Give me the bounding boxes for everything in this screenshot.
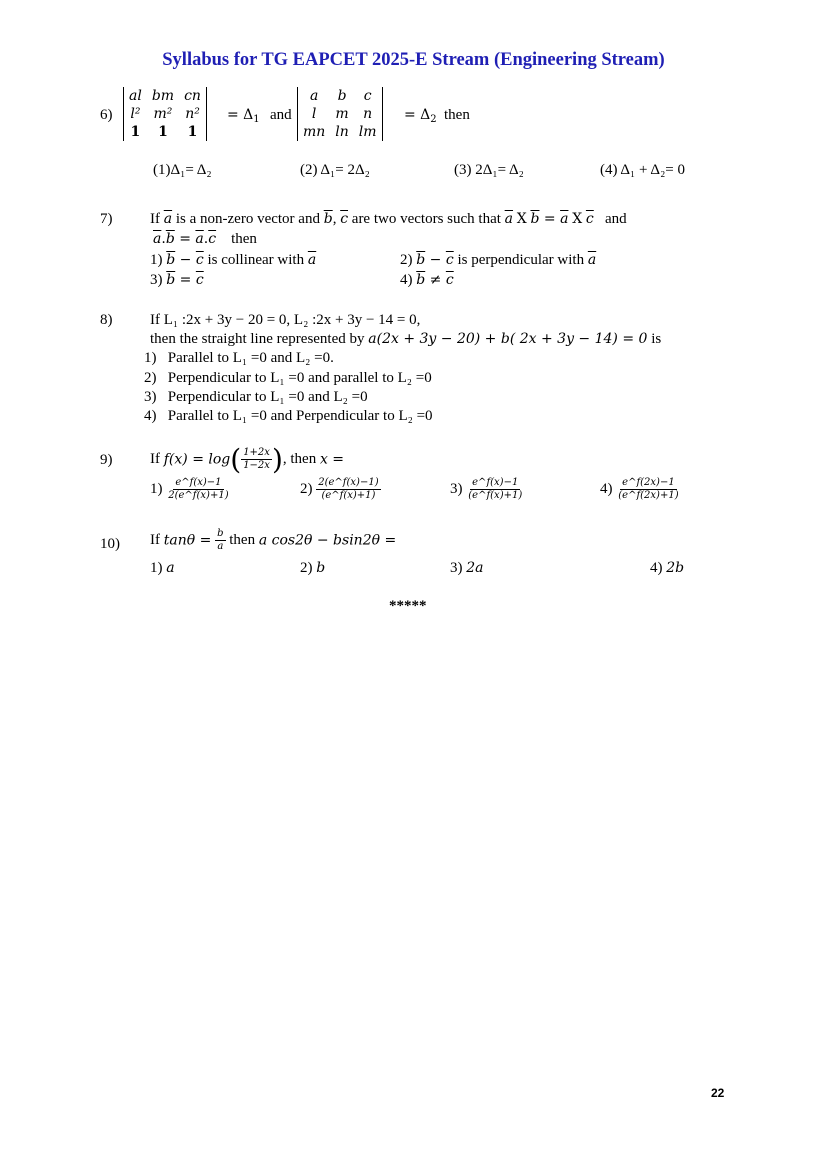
det2-cell: mn (303, 124, 326, 140)
q8-option-1: 1) Parallel to L₁ =0 and L₂ =0. (144, 350, 334, 366)
q6-option-3: (3) 2Δ₁= Δ₂ (454, 162, 524, 178)
det2-cell: n (363, 106, 373, 122)
page-title: Syllabus for TG EAPCET 2025-E Stream (Engineering Stream) (162, 50, 665, 70)
q10-option-1: 1) a (150, 560, 175, 576)
det2-cell: m (335, 106, 349, 122)
det2-cell: a (309, 88, 319, 104)
q10-stem: If tanθ = $\frac{b}{a}$ then a cos2θ − bsin2θ = (150, 528, 397, 552)
q8-option-2: 2) Perpendicular to L₁ =0 and parallel to L₂ =0 (144, 370, 432, 386)
q6-option-1: (1)Δ₁= Δ₂ (153, 162, 212, 178)
q9-option-4: 4) $\frac{e\^{}f(2x)-1}{(e\^{}f(2x)+1)}$ (600, 477, 679, 501)
q6-then: then (444, 107, 470, 123)
det1-cell: bm (151, 88, 175, 104)
q9-option-3: 3) $\frac{e\^{}f(x)-1}{(e\^{}f(x)+1)}$ (450, 477, 523, 501)
q10-number: 10) (100, 536, 120, 552)
q10-option-2: 2) b (300, 560, 326, 576)
q9-option-2: 2) $\frac{2(e\^{}f(x)-1)}{(e\^{}f(x)+1)}$ (300, 477, 379, 501)
q9-stem: If f(x) = log( $\frac{1+2x}{1-2x}$ ), then x = (150, 443, 345, 476)
q6-determinant-2 (297, 87, 383, 141)
det1-cell: al (129, 88, 142, 104)
q6-option-2: (2) Δ₁= 2Δ₂ (300, 162, 370, 178)
q7-line-2: $\overline{a}.\overline{b} = \overline{a}.\overline{c}$ then (153, 231, 257, 247)
q9-option-1: 1) $\frac{e\^{}f(x)-1}{2(e\^{}f(x)+1)}$ (150, 477, 229, 501)
det1-cell: cn (184, 88, 201, 104)
det2-cell: ln (335, 124, 349, 140)
q8-option-4: 4) Parallel to L₁ =0 and Perpendicular to L₂ =0 (144, 408, 433, 424)
q6-eq2: = $\Delta_2$ (404, 107, 437, 125)
q7-option-3: 3) $\overline{b} = \overline{c}$ (150, 272, 204, 288)
q6-option-4: (4) Δ₁ + Δ₂= 0 (600, 162, 686, 178)
q7-line-1: If $\overline{a}$ is a non-zero vector and $\overline{b}$, $\overline{c}$ are two vectors such that $\overline{a}$ X $\overline{b} = \overline{a}$ X $\overline{c}$ and (150, 211, 627, 227)
q7-number: 7) (100, 211, 113, 227)
section-end-stars: ***** (389, 598, 427, 614)
q8-line-2: then the straight line represented by a(2x + 3y − 20) + b( 2x + 3y − 14) = 0 is (150, 331, 662, 347)
q7-option-2: 2) $\overline{b} - \overline{c}$ is perpendicular with $\overline{a}$ (400, 252, 597, 268)
q8-option-3: 3) Perpendicular to L₁ =0 and L₂ =0 (144, 389, 368, 405)
det2-cell: b (337, 88, 347, 104)
det1-cell: l² (130, 106, 141, 122)
det1-cell: 1 (130, 124, 141, 140)
q6-number: 6) (100, 107, 113, 123)
q7-option-4: 4) $\overline{b} \ne \overline{c}$ (400, 272, 454, 288)
q6-eq1: = $\Delta_1$ (227, 107, 260, 125)
det1-cell: n² (185, 106, 200, 122)
det1-cell: m² (153, 106, 173, 122)
q8-number: 8) (100, 312, 113, 328)
q6-determinant-1 (123, 87, 207, 141)
q6-and: and (270, 107, 292, 123)
q10-option-4: 4) 2b (650, 560, 685, 576)
det1-cell: 1 (158, 124, 168, 140)
q10-option-3: 3) 2a (450, 560, 484, 576)
det2-cell: l (311, 106, 317, 122)
q8-line-1: If L₁ :2x + 3y − 20 = 0, L₂ :2x + 3y − 14 = 0, (150, 312, 421, 328)
det2-cell: c (363, 88, 372, 104)
q9-number: 9) (100, 452, 113, 468)
det1-cell: 1 (187, 124, 198, 140)
det2-cell: lm (358, 124, 377, 140)
page-number: 22 (711, 1086, 725, 1100)
q7-option-1: 1) $\overline{b} - \overline{c}$ is collinear with $\overline{a}$ (150, 252, 317, 268)
